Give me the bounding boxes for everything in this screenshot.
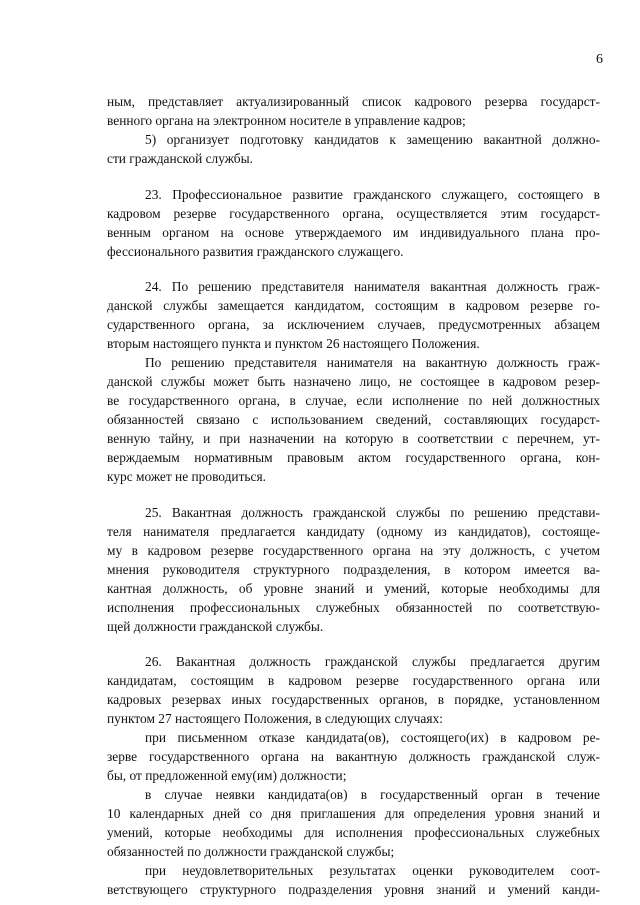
- text-line: кадровом резерве государственного органа, осуществляется этим государст-: [107, 206, 600, 221]
- text-line: бы, от предложенной ему(им) должности;: [107, 768, 347, 783]
- text-line: 25. Вакантная должность гражданской службы по решению представи-: [145, 505, 600, 520]
- text-line: ве государственного органа, в случае, если исполнение по ней должностных: [107, 393, 600, 408]
- text-line: зерве государственного органа на вакантную должность гражданской служ-: [107, 749, 600, 764]
- text-line: исполнения профессиональных служебных обязанностей по соответствую-: [107, 600, 600, 615]
- text-line: 24. По решению представителя нанимателя вакантная должность граж-: [145, 279, 600, 294]
- text-line: умений, которые необходимы для исполнения профессиональных служебных: [107, 825, 600, 840]
- text-line: верждаемым нормативным правовым актом государственного органа, кон-: [107, 450, 600, 465]
- text-line: венного органа на электронном носителе в управление кадров;: [107, 113, 466, 128]
- text-line: 23. Профессиональное развитие гражданского служащего, состоящего в: [145, 187, 600, 202]
- text-line: венным органом на основе утверждаемого им индивидуального плана про-: [107, 225, 600, 240]
- text-line: венную тайну, и при назначении на которую в соответствии с перечнем, ут-: [107, 431, 600, 446]
- text-line: обязанностей по должности гражданской службы;: [107, 844, 395, 859]
- text-line: 10 календарных дней со дня приглашения для определения уровня знаний и: [107, 806, 600, 821]
- text-line: сти гражданской службы.: [107, 151, 253, 166]
- text-line: в случае неявки кандидата(ов) в государственный орган в течение: [145, 787, 600, 802]
- text-line: при письменном отказе кандидата(ов), состоящего(их) в кадровом ре-: [145, 730, 600, 745]
- text-line: при неудовлетворительных результатах оценки руководителем соот-: [145, 863, 600, 878]
- text-line: данской службы замещается кандидатом, состоящим в кадровом резерве го-: [107, 298, 600, 313]
- text-line: 26. Вакантная должность гражданской службы предлагается другим: [145, 654, 600, 669]
- text-line: обязанностей связано с использованием сведений, составляющих государст-: [107, 412, 600, 427]
- text-line: теля нанимателя предлагается кандидату (одному из кандидатов), состояще-: [107, 524, 600, 539]
- text-line: мнения руководителя структурного подразделения, в котором имеется ва-: [107, 562, 600, 577]
- text-line: курс может не проводиться.: [107, 469, 266, 484]
- text-line: кантная должность, об уровне знаний и умений, которые необходимы для: [107, 581, 600, 596]
- text-line: му в кадровом резерве государственного органа на эту должность, с учетом: [107, 543, 600, 558]
- text-line: ным, представляет актуализированный список кадрового резерва государст-: [107, 94, 600, 109]
- text-line: ветствующего структурного подразделения уровня знаний и умений канди-: [107, 882, 600, 897]
- page-number: 6: [596, 52, 603, 67]
- text-line: По решению представителя нанимателя на вакантную должность граж-: [145, 355, 600, 370]
- text-line: 5) организует подготовку кандидатов к замещению вакантной должно-: [145, 132, 600, 147]
- text-line: щей должности гражданской службы.: [107, 619, 324, 634]
- text-line: кандидатам, состоящим в кадровом резерве государственного органа или: [107, 673, 600, 688]
- text-line: фессионального развития гражданского служащего.: [107, 244, 404, 259]
- text-line: сударственного органа, за исключением случаев, предусмотренных абзацем: [107, 317, 600, 332]
- text-line: вторым настоящего пункта и пунктом 26 настоящего Положения.: [107, 336, 480, 351]
- text-line: кадровых резервах иных государственных органов, в порядке, установленном: [107, 692, 600, 707]
- text-line: пунктом 27 настоящего Положения, в следующих случаях:: [107, 711, 443, 726]
- text-line: данской службы может быть назначено лицо, не состоящее в кадровом резер-: [107, 374, 600, 389]
